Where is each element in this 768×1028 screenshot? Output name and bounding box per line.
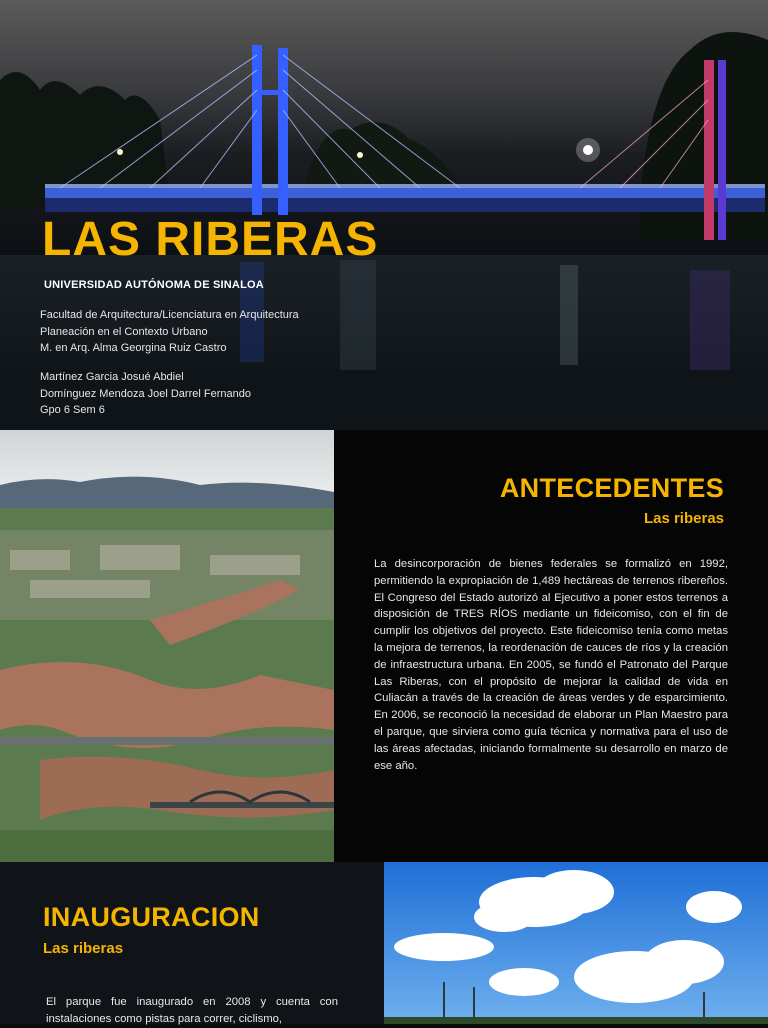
course-line: Facultad de Arquitectura/Licenciatura en Arquitectura — [40, 309, 299, 321]
author-line: Gpo 6 Sem 6 — [40, 404, 105, 416]
university-name: UNIVERSIDAD AUTÓNOMA DE SINALOA — [44, 279, 264, 291]
aerial-river-photo — [0, 430, 334, 862]
author-line: Martínez Garcia Josué Abdiel — [40, 371, 184, 383]
page-title: LAS RIBERAS — [42, 213, 379, 266]
antecedentes-heading: ANTECEDENTES — [499, 473, 724, 503]
antecedentes-subheading: Las riberas — [643, 510, 724, 527]
park-sky-photo — [384, 862, 768, 1024]
course-info — [40, 307, 299, 357]
course-line: M. en Arq. Alma Georgina Ruiz Castro — [40, 342, 227, 354]
inauguracion-heading: INAUGURACION — [43, 902, 260, 932]
author-list — [40, 369, 251, 419]
author-line: Domínguez Mendoza Joel Darrel Fernando — [40, 387, 251, 400]
inauguracion-subheading: Las riberas — [43, 940, 124, 957]
antecedentes-body: La desincorporación de bienes federales se formalizó en 1992, permitiendo la expropiación de 1,489 hectáreas de terrenos ribereños. El Congreso del Estado autorizó al Ejecutivo a poner estos terrenos a disposición de TRES RÍOS mediante un fideicomiso, con el fin de cumplir los objetivos del proyecto. Este fideicomiso tenía como metas la mejora de terrenos, la reordenación de cauces de ríos y la creación de infraestructura urbana. En 2005, se fundó el Patronato del Parque Las Riberas, con el propósito de mejorar la calidad de vida en Culiacán a través de la creación de áreas verdes y de esparcimiento. En 2006, se reconoció la necesidad de elaborar un Plan Maestro para el parque, que sirviera como guía técnica y normativa para el uso de las áreas afectadas, iniciando formalmente su desarrollo en marzo de ese año. — [374, 558, 728, 772]
course-line: Planeación en el Contexto Urbano — [40, 325, 208, 338]
inauguracion-body: El parque fue inaugurado en 2008 y cuenta con instalaciones como pistas para correr, ciclismo, — [46, 996, 338, 1025]
